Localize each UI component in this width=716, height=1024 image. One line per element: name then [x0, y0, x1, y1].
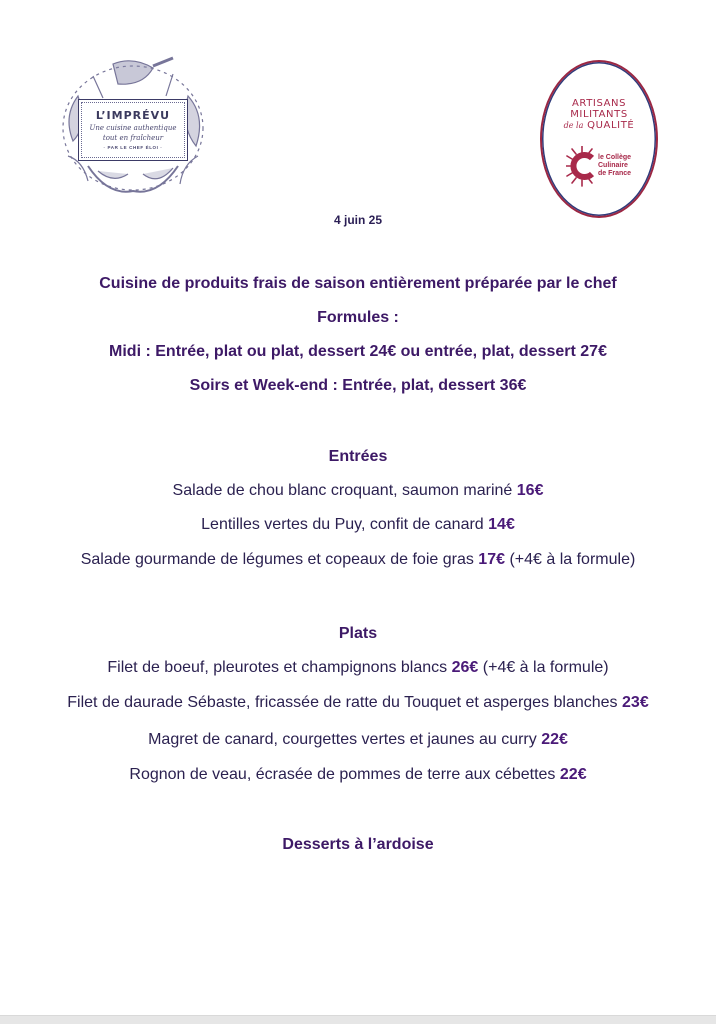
- item-note: (+4€ à la formule): [509, 551, 636, 568]
- college-line-3: de France: [598, 170, 632, 177]
- menu-item: [0, 694, 716, 712]
- item-price: 26€: [451, 659, 479, 676]
- restaurant-logo: [58, 56, 208, 201]
- badge-title: [540, 98, 658, 131]
- badge-quality: QUALITÉ: [587, 120, 635, 131]
- item-price: 23€: [622, 694, 649, 711]
- badge-oval: [540, 60, 658, 218]
- item-price: 22€: [541, 731, 568, 748]
- restaurant-tagline-1: Une cuisine authentique: [89, 124, 177, 132]
- item-price: 22€: [559, 766, 587, 783]
- formule-midi: Midi : Entrée, plat ou plat, dessert 24€ ou entrée, plat, dessert 27€: [109, 343, 607, 360]
- item-name: Magret de canard, courgettes vertes et jaunes au curry: [148, 731, 537, 748]
- bottom-bar: [0, 1015, 716, 1024]
- menu-date: 4 juin 25: [333, 213, 383, 227]
- item-name: Salade gourmande de légumes et copeaux de foie gras: [80, 551, 474, 568]
- college-culinaire-logo: [566, 146, 646, 190]
- formules-label: Formules :: [317, 309, 399, 326]
- section-title-desserts: Desserts à l’ardoise: [282, 836, 434, 853]
- menu-item: [0, 766, 716, 784]
- menu-item: [0, 482, 716, 500]
- item-price: 17€: [478, 551, 505, 568]
- quality-badge: [540, 60, 658, 218]
- college-line-1: le Collège: [598, 154, 632, 161]
- college-text: [598, 154, 631, 178]
- badge-line-1: ARTISANS: [571, 98, 627, 109]
- item-price: 16€: [516, 482, 544, 499]
- section-title-entrees: Entrées: [328, 448, 388, 465]
- item-name: Rognon de veau, écrasée de pommes de terre aux cébettes: [129, 766, 556, 783]
- college-c-icon: [566, 146, 598, 190]
- menu-item: [0, 551, 716, 569]
- menu-item: [0, 731, 716, 749]
- item-name: Filet de daurade Sébaste, fricassée de ratte du Touquet et asperges blanches: [67, 694, 618, 711]
- college-line-2: Culinaire: [598, 162, 628, 169]
- menu-item: [0, 516, 716, 534]
- item-price: 14€: [488, 516, 515, 533]
- badge-script: de la: [563, 121, 584, 130]
- section-title-plats: Plats: [338, 625, 378, 642]
- logo-card: [78, 99, 188, 161]
- menu-item: [0, 659, 716, 677]
- restaurant-tagline-2: tout en fraîcheur: [102, 134, 164, 142]
- badge-line-2: MILITANTS: [570, 109, 628, 120]
- restaurant-chef: · PAR LE CHEF ÉLOI ·: [103, 145, 163, 150]
- item-name: Lentilles vertes du Puy, confit de canard: [201, 516, 484, 533]
- restaurant-name: L’IMPRÉVU: [95, 109, 171, 122]
- formule-soirs: Soirs et Week-end : Entrée, plat, dessert 36€: [189, 377, 527, 394]
- item-name: Filet de boeuf, pleurotes et champignons blancs: [107, 659, 448, 676]
- item-name: Salade de chou blanc croquant, saumon mariné: [172, 482, 513, 499]
- intro-headline: Cuisine de produits frais de saison entièrement préparée par le chef: [99, 275, 617, 292]
- badge-line-3: [540, 120, 658, 131]
- item-note: (+4€ à la formule): [482, 659, 609, 676]
